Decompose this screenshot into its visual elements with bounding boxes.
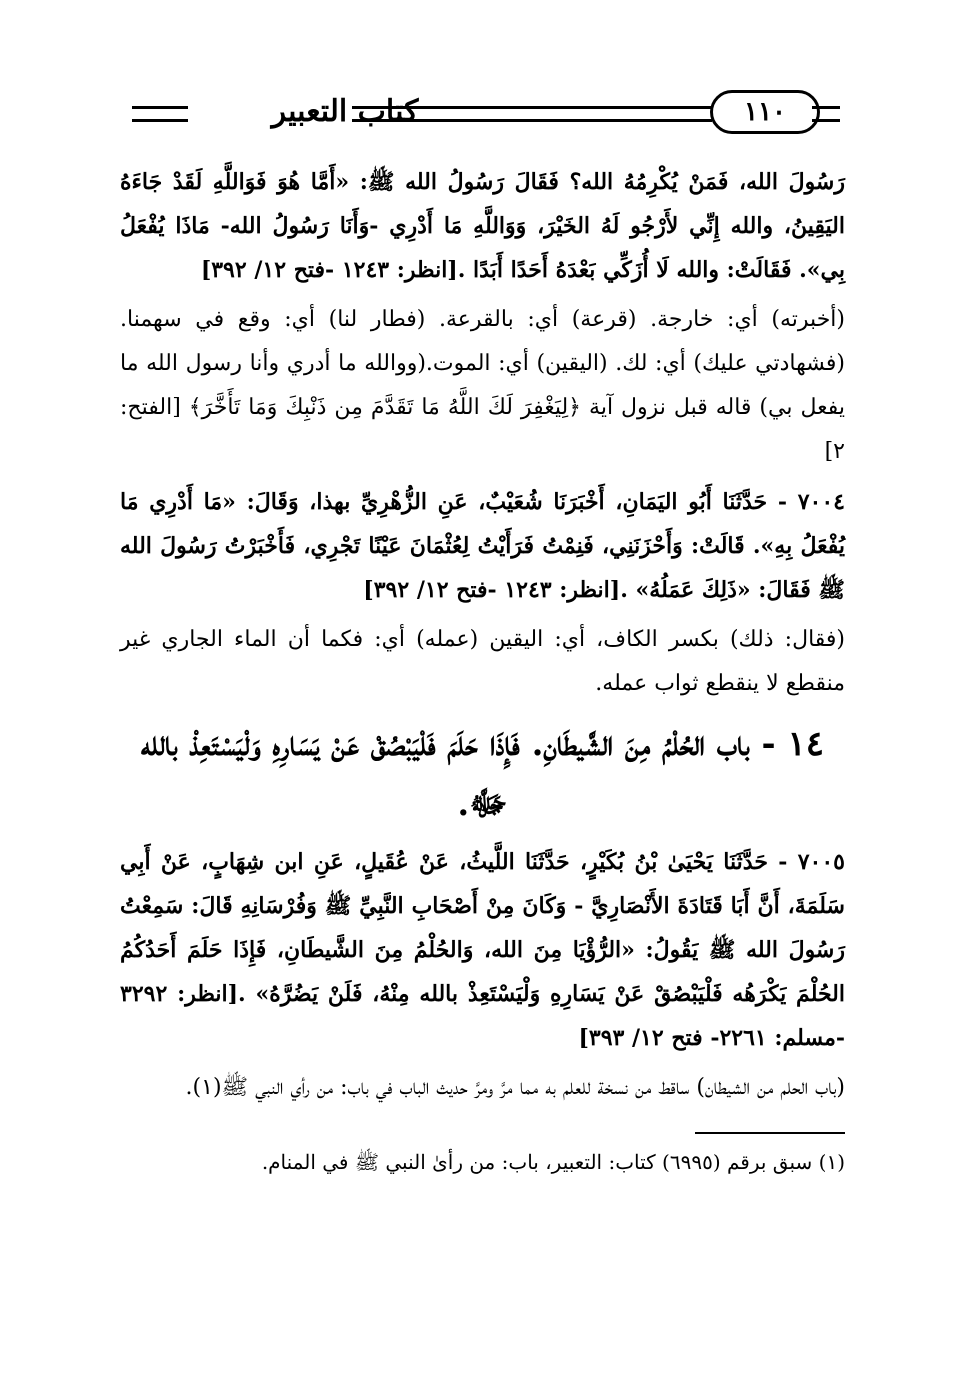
header-arrow-line xyxy=(812,106,840,122)
page-header xyxy=(120,88,840,144)
book-title: كتاب التعبير xyxy=(271,94,419,129)
footnote: (١) سبق برقم (٦٩٩٥) كتاب: التعبير، باب: من رأىٰ النبي ﷺ في المنام. xyxy=(261,1150,845,1174)
hadith-7004: ٧٠٠٤ - حَدَّثَنَا أَبُو اليَمَانِ، أَخْبَرَنَا شُعَيْبٌ، عَنِ الزُّهْرِيِّ بهذا، وَقَالَ: «مَا أَدْرِي مَا يُفْعَلُ بِهِ». قَالَتْ: وَأَحْزَنَنِي، فَنِمْتُ فَرَأَيْتُ لِعُثْمَانَ عَيْنًا تَجْرِي، فَأَخْبَرْتُ رَسُولَ الله ﷺ فَقَالَ: «ذَلِكَ عَمَلُهُ» .[انظر: ١٢٤٣ -فتح ١٢/ ٣٩٢] xyxy=(120,489,845,603)
commentary-paragraph: (فقال: ذلك) بكسر الكاف، أي: اليقين (عمله) أي: فكما أن الماء الجاري غير منقطع لا ينقطع ثواب عمله. xyxy=(120,627,845,696)
commentary-paragraph: (باب الحلم من الشيطان) ساقط من نسخة للعلم به مما مرَّ ومرَّ حديث الباب في باب: من رأي النبي ﷺ(١). xyxy=(185,1075,845,1100)
commentary-paragraph: (أخبرته) أي: خارجة. (قرعة) أي: بالقرعة. (فطار لنا) أي: وقع في سهمنا. (فشهادتي عليك) أي: لك. (اليقين) أي: الموت.(ووالله ما أدري وأنا رسول الله ما يفعل بي) قاله قبل نزول آية ﴿لِيَغْفِرَ لَكَ اللَّهُ مَا تَقَدَّمَ مِن ذَنْبِكَ وَمَا تَأَخَّرَ﴾ [الفتح: ٢] xyxy=(120,307,845,464)
footnote-separator xyxy=(695,1132,845,1134)
header-left-double-line xyxy=(132,106,188,122)
header-right-double-line xyxy=(352,106,712,122)
hadith-continuation: رَسُولَ الله، فَمَنْ يُكْرِمُهُ الله؟ فَقَالَ رَسُولُ الله ﷺ: «أَمَّا هُوَ فَوَاللَّهِ لَقَدْ جَاءَهُ اليَقِينُ، والله إِنِّي لأَرْجُو لَهُ الخَيْرَ، وَوَاللَّهِ مَا أَدْرِي -وَأَنَا رَسُولُ الله- مَاذَا يُفْعَلُ بِي». فَقَالَتْ: والله لَا أُزَكِّي بَعْدَهُ أَحَدًا أَبَدًا .[انظر: ١٢٤٣ -فتح ١٢/ ٣٩٢] xyxy=(120,169,845,283)
page-number: ١١٠ xyxy=(710,90,820,134)
hadith-7005: ٧٠٠٥ - حَدَّثَنَا يَحْيَىٰ بْنُ بُكَيْرٍ، حَدَّثَنَا اللَّيثُ، عَنْ عُقَيلٍ، عَنِ ابن شِهَابٍ، عَنْ أَبِي سَلَمَةَ، أَنَّ أَبَا قَتَادَةَ الأَنْصَارِيَّ - وَكَانَ مِنْ أَصْحَابِ النَّبِيِّ ﷺ وَفُرْسَانِهِ قَالَ: سَمِعْتُ رَسُولَ الله ﷺ يَقُولُ: «الرُّؤْيَا مِنَ الله، وَالحُلْمُ مِنَ الشَّيطَانِ، فَإِذَا حَلَمَ أَحَدُكُمُ الحُلْمَ يَكْرَهُه فَلْيَبْصُقْ عَنْ يَسَارِهِ وَلْيَسْتَعِذْ بالله مِنْهُ، فَلَنْ يَضُرَّهُ» .[انظر: ٣٢٩٢ -مسلم: ٢٢٦١- فتح ١٢/ ٣٩٣] xyxy=(120,849,845,1051)
page-body xyxy=(120,160,845,1180)
chapter-heading: ١٤ - باب الحُلْمُ مِنَ الشَّيطَانِ. فَإِذَا حَلَمَ فَلْيَبْصُقْ عَنْ يَسَارِهِ وَلْيَسْتَعِذْ بالله ﷻ. xyxy=(140,724,825,824)
